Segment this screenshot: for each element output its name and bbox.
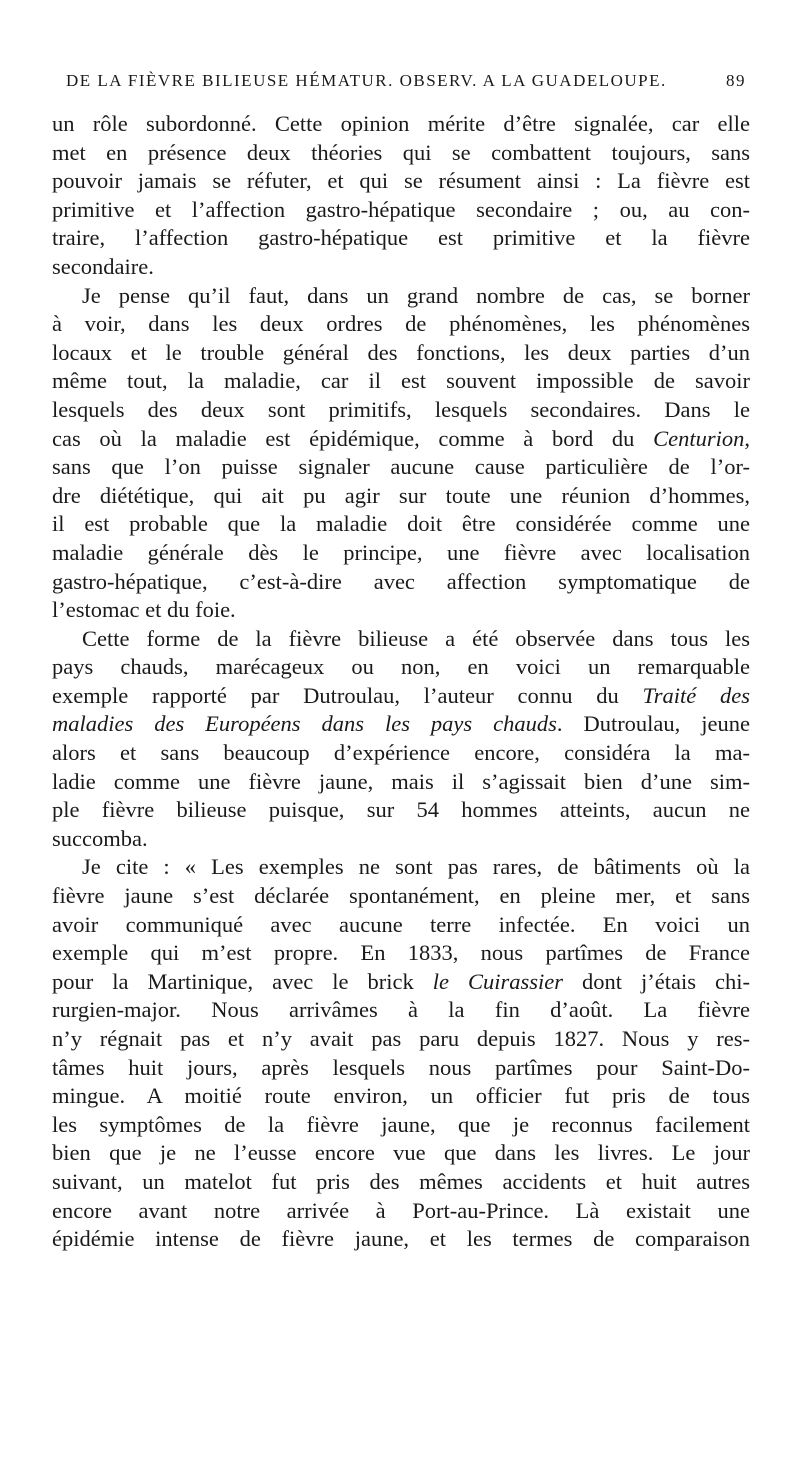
text-line: secondaire. [52,253,154,279]
text-line: dre diététique, qui ait pu agir sur toute une réunion d’hommes, [52,482,750,508]
text-line: lesquels des deux sont primitifs, lesquels secondaires. Dans le [52,396,750,422]
text-line: les symptômes de la fièvre jaune, que je reconnus facilement [52,1111,750,1137]
text-fragment: , [744,425,750,451]
italic-ship-name: Centurion [653,425,745,451]
text-line: alors et sans beaucoup d’expérience encore, considéra la ma- [52,740,750,766]
text-line: sans que l’on puisse signaler aucune cause particulière de l’or- [52,454,750,480]
italic-ship-name: le Cuirassier [432,968,564,994]
text-line: met en présence deux théories qui se combattent toujours, sans [52,139,750,165]
text-line: encore avant notre arrivée à Port-au-Prince. Là existait une [52,1197,750,1223]
text-line: pouvoir jamais se réfuter, et qui se résument ainsi : La fièvre est [52,168,750,194]
text-line: l’estomac et du foie. [52,597,236,623]
text-line: n’y régnait pas et n’y avait pas paru depuis 1827. Nous y res- [52,1026,750,1051]
text-fragment: pour la Martinique, avec le brick [52,968,433,994]
page-number: 89 [726,71,746,90]
text-line: Je cite : « Les exemples ne sont pas rares, de bâtiments où la [82,854,750,880]
text-line: mingue. A moitié route environ, un officier fut pris de tous [52,1083,750,1109]
text-line: suivant, un matelot fut pris des mêmes accidents et huit autres [52,1168,750,1194]
body-text [52,110,750,1254]
text-line: épidémie intense de fièvre jaune, et les termes de comparaison [52,1226,750,1252]
running-head [52,64,750,98]
text-line: primitive et l’affection gastro-hépatique secondaire ; ou, au con- [52,196,750,222]
text-fragment: . Dutroulau, jeune [556,711,750,737]
text-line [52,968,750,997]
text-line: succomba. [52,825,148,851]
text-line [52,710,750,739]
text-line: exemple qui m’est propre. En 1833, nous partîmes de France [52,940,750,966]
text-line [52,682,750,711]
text-line: bien que je ne l’eusse encore vue que dans les livres. Le jour [52,1140,750,1166]
text-line: gastro-hépatique, c’est-à-dire avec affection symptomatique de [52,568,750,594]
running-title: DE LA FIÈVRE BILIEUSE HÉMATUR. OBSERV. A LA GUADELOUPE. [66,71,667,90]
text-line: Je pense qu’il faut, dans un grand nombre de cas, se borner [82,282,750,308]
italic-book-title: Traité des [642,682,750,708]
text-line: ple fièvre bilieuse puisque, sur 54 hommes atteints, aucun ne [52,797,750,823]
text-line: ladie comme une fièvre jaune, mais il s’agissait bien d’une sim- [52,768,750,794]
text-line: fièvre jaune s’est déclarée spontanément, en pleine mer, et sans [52,883,750,909]
text-line: rurgien-major. Nous arrivâmes à la fin d’août. La fièvre [52,997,750,1023]
text-fragment: cas où la maladie est épidémique, comme à bord du [52,425,654,451]
text-line: à voir, dans les deux ordres de phénomènes, les phénomènes [52,311,750,337]
italic-book-title: maladies des Européens dans les pays chauds [52,711,557,737]
text-fragment: exemple rapporté par Dutroulau, l’auteur connu du [52,682,643,708]
text-line: locaux et le trouble général des fonctions, les deux parties d’un [52,339,750,365]
text-line [52,425,750,454]
text-line: Cette forme de la fièvre bilieuse a été observée dans tous les [82,625,750,651]
text-line: tâmes huit jours, après lesquels nous partîmes pour Saint-Do- [52,1054,750,1080]
text-line: un rôle subordonné. Cette opinion mérite d’être signalée, car elle [52,111,750,136]
text-line: maladie générale dès le principe, une fièvre avec localisation [52,539,750,565]
text-line: avoir communiqué avec aucune terre infectée. En voici un [52,911,750,937]
text-line: traire, l’affection gastro-hépatique est primitive et la fièvre [52,225,750,251]
text-line: il est probable que la maladie doit être considérée comme une [52,511,750,537]
text-fragment: dont j’étais chi- [563,968,750,994]
text-line: même tout, la maladie, car il est souvent impossible de savoir [52,368,750,394]
text-line: pays chauds, marécageux ou non, en voici un remarquable [52,654,750,680]
